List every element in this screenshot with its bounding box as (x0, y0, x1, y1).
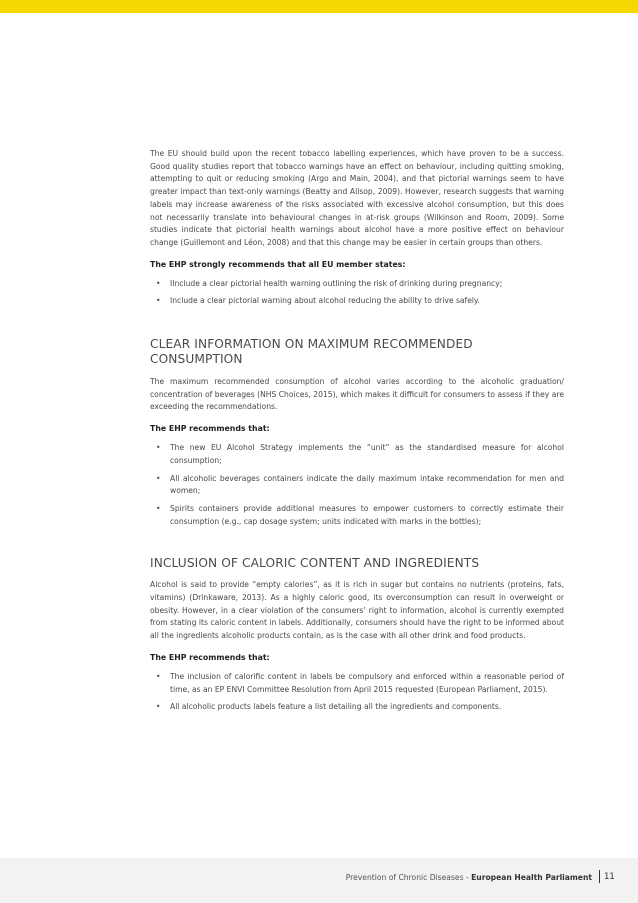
caloric-bullet-list (150, 671, 564, 714)
consumption-bullet-list (150, 442, 564, 528)
page-content (150, 148, 564, 714)
page-number: 11 (604, 872, 615, 882)
section-heading-caloric: INCLUSION OF CALORIC CONTENT AND INGREDIENTS (150, 556, 480, 571)
intro-paragraph: The EU should build upon the recent tobacco labelling experiences, which have proven to be a success. Good quality studies report that tobacco warnings have an effect on behaviour, including quitting smoking, attempting to quit or reducing smoking (Argo and Main, 2004), and that pictorial warnings seem to have greater impact than text-only warnings (Beatty and Allsop, 2009). However, research suggests that warning labels may increase awareness of the risks associated with excessive alcohol consumption, but this does not necessarily translate into behavioural changes in at-risk groups (Wilkinson and Room, 2009). Some studies indicate that pictorial health warnings about alcohol have a more positive effect on behaviour change (Guillemont and Léon, 2008) and that this change may be easier in certain groups than others. (150, 149, 564, 247)
intro-bullet-list (150, 278, 564, 308)
section-heading-consumption: CLEAR INFORMATION ON MAXIMUM RECOMMENDED CONSUMPTION (150, 337, 473, 367)
intro-lead: The EHP strongly recommends that all EU member states: (150, 259, 406, 269)
page-number-divider (599, 870, 600, 883)
list-item: • Include a clear pictorial warning about alcohol reducing the ability to drive safely. (156, 296, 480, 306)
footer-org: European Health Parliament (471, 873, 592, 882)
footer-running-title (346, 873, 592, 882)
list-item: • The new EU Alcohol Strategy implements the “unit” as the standardised measure for alcohol consumption; (156, 443, 564, 465)
list-item: • The inclusion of calorific content in labels be compulsory and enforced within a reasonable period of time, as an EP ENVI Committee Resolution from April 2015 requested (European Parliament, 2015). (156, 671, 564, 694)
caloric-lead: The EHP recommends that: (150, 652, 270, 662)
list-item: • All alcoholic beverages containers indicate the daily maximum intake recommendation for men and women; (156, 473, 564, 496)
consumption-paragraph: The maximum recommended consumption of alcohol varies according to the alcoholic graduation/ concentration of beverages (NHS Choices, 2015), which makes it difficult for consumers to assess if they are exceeding the recommendations. (150, 377, 564, 412)
caloric-paragraph: Alcohol is said to provide “empty calories”, as it is rich in sugar but contains no nutrients (proteins, fats, vitamins) (Drinkaware, 2013). As a highly caloric good, its overconsumption can result in overweight or obesity. However, in a clear violation of the consumers’ right to information, alcohol is currently exempted from stating its caloric content in labels. Additionally, consumers should have the right to be informed about all the ingredients alcoholic products contain, as is the case with all other drink and food products. (150, 580, 564, 641)
list-item: • Spirits containers provide additional measures to empower customers to correctly estimate their consumption (e.g., cap dosage system; units indicated with marks in the bottles); (156, 503, 564, 526)
list-item: • IInclude a clear pictorial health warning outlining the risk of drinking during pregnancy; (156, 278, 503, 288)
consumption-lead: The EHP recommends that: (150, 424, 270, 434)
top-accent-bar (0, 0, 638, 13)
list-item: • All alcoholic products labels feature a list detailing all the ingredients and components. (156, 702, 502, 712)
footer-title: Prevention of Chronic Diseases - (345, 873, 469, 882)
